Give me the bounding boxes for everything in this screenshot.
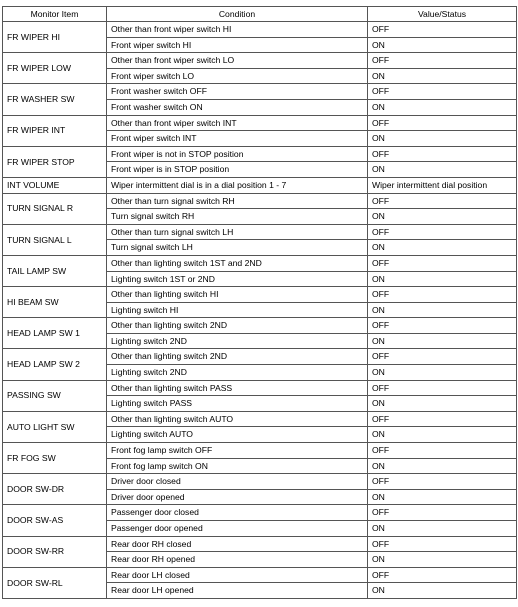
value-status-cell: ON — [368, 458, 517, 474]
condition-cell: Front wiper is not in STOP position — [107, 146, 368, 162]
table-row — [3, 53, 517, 69]
condition-cell: Front washer switch OFF — [107, 84, 368, 100]
table-row — [3, 115, 517, 131]
value-status-cell: OFF — [368, 287, 517, 303]
value-status-cell: OFF — [368, 146, 517, 162]
condition-cell: Front fog lamp switch OFF — [107, 443, 368, 459]
value-status-cell: ON — [368, 552, 517, 568]
condition-cell: Driver door opened — [107, 489, 368, 505]
value-status-cell: ON — [368, 521, 517, 537]
table-row — [3, 505, 517, 521]
header-condition: Condition — [107, 7, 368, 22]
condition-cell: Lighting switch AUTO — [107, 427, 368, 443]
condition-cell: Front wiper switch HI — [107, 37, 368, 53]
value-status-cell: OFF — [368, 255, 517, 271]
value-status-cell: OFF — [368, 567, 517, 583]
table-row — [3, 536, 517, 552]
monitor-item-cell: TURN SIGNAL R — [3, 193, 107, 224]
table-row — [3, 443, 517, 459]
value-status-cell: OFF — [368, 224, 517, 240]
table-row — [3, 22, 517, 38]
condition-cell: Rear door RH opened — [107, 552, 368, 568]
condition-cell: Other than front wiper switch INT — [107, 115, 368, 131]
condition-cell: Front fog lamp switch ON — [107, 458, 368, 474]
value-status-cell: ON — [368, 365, 517, 381]
monitor-item-cell: DOOR SW-RR — [3, 536, 107, 567]
condition-cell: Other than turn signal switch RH — [107, 193, 368, 209]
value-status-cell: ON — [368, 209, 517, 225]
value-status-cell: OFF — [368, 53, 517, 69]
value-status-cell: ON — [368, 333, 517, 349]
header-monitor-item: Monitor Item — [3, 7, 107, 22]
table-row — [3, 177, 517, 193]
monitor-item-cell: FR WIPER HI — [3, 22, 107, 53]
condition-cell: Wiper intermittent dial is in a dial position 1 - 7 — [107, 177, 368, 193]
value-status-cell: OFF — [368, 22, 517, 38]
condition-cell: Other than turn signal switch LH — [107, 224, 368, 240]
monitor-item-cell: HEAD LAMP SW 1 — [3, 318, 107, 349]
monitor-item-cell: DOOR SW-DR — [3, 474, 107, 505]
value-status-cell: OFF — [368, 115, 517, 131]
table-row — [3, 287, 517, 303]
table-row — [3, 349, 517, 365]
table-row — [3, 567, 517, 583]
value-status-cell: ON — [368, 489, 517, 505]
monitor-item-cell: AUTO LIGHT SW — [3, 411, 107, 442]
condition-cell: Driver door closed — [107, 474, 368, 490]
value-status-cell: ON — [368, 68, 517, 84]
value-status-cell: ON — [368, 240, 517, 256]
monitor-item-cell: FR WASHER SW — [3, 84, 107, 115]
condition-cell: Other than front wiper switch LO — [107, 53, 368, 69]
condition-cell: Other than lighting switch AUTO — [107, 411, 368, 427]
condition-cell: Rear door LH opened — [107, 583, 368, 599]
value-status-cell: OFF — [368, 443, 517, 459]
table-row — [3, 318, 517, 334]
condition-cell: Turn signal switch LH — [107, 240, 368, 256]
condition-cell: Other than lighting switch 2ND — [107, 349, 368, 365]
condition-cell: Front wiper is in STOP position — [107, 162, 368, 178]
value-status-cell: OFF — [368, 349, 517, 365]
condition-cell: Front wiper switch INT — [107, 131, 368, 147]
condition-cell: Turn signal switch RH — [107, 209, 368, 225]
value-status-cell: ON — [368, 302, 517, 318]
monitor-item-cell: INT VOLUME — [3, 177, 107, 193]
table-row — [3, 474, 517, 490]
condition-cell: Other than lighting switch HI — [107, 287, 368, 303]
monitor-item-cell: FR WIPER STOP — [3, 146, 107, 177]
condition-cell: Lighting switch HI — [107, 302, 368, 318]
table-row — [3, 255, 517, 271]
condition-cell: Rear door LH closed — [107, 567, 368, 583]
table-row — [3, 380, 517, 396]
value-status-cell: ON — [368, 427, 517, 443]
value-status-cell: OFF — [368, 193, 517, 209]
condition-cell: Lighting switch 2ND — [107, 333, 368, 349]
condition-cell: Lighting switch PASS — [107, 396, 368, 412]
monitor-item-cell: HI BEAM SW — [3, 287, 107, 318]
value-status-cell: OFF — [368, 380, 517, 396]
header-row — [3, 7, 517, 22]
monitor-item-cell: FR WIPER LOW — [3, 53, 107, 84]
condition-cell: Other than lighting switch 1ST and 2ND — [107, 255, 368, 271]
value-status-cell: OFF — [368, 536, 517, 552]
condition-cell: Lighting switch 2ND — [107, 365, 368, 381]
header-value-status: Value/Status — [368, 7, 517, 22]
value-status-cell: ON — [368, 99, 517, 115]
condition-cell: Lighting switch 1ST or 2ND — [107, 271, 368, 287]
value-status-cell: ON — [368, 37, 517, 53]
condition-cell: Passenger door opened — [107, 521, 368, 537]
condition-cell: Other than front wiper switch HI — [107, 22, 368, 38]
monitor-table — [2, 6, 517, 599]
condition-cell: Other than lighting switch PASS — [107, 380, 368, 396]
value-status-cell: OFF — [368, 505, 517, 521]
value-status-cell: ON — [368, 396, 517, 412]
value-status-cell: OFF — [368, 411, 517, 427]
value-status-cell: ON — [368, 583, 517, 599]
monitor-item-cell: HEAD LAMP SW 2 — [3, 349, 107, 380]
monitor-item-cell: DOOR SW-RL — [3, 567, 107, 598]
monitor-item-cell: FR FOG SW — [3, 443, 107, 474]
table-row — [3, 193, 517, 209]
condition-cell: Front wiper switch LO — [107, 68, 368, 84]
table-header — [3, 7, 517, 22]
condition-cell: Other than lighting switch 2ND — [107, 318, 368, 334]
value-status-cell: Wiper intermittent dial position — [368, 177, 517, 193]
value-status-cell: OFF — [368, 474, 517, 490]
monitor-item-cell: TURN SIGNAL L — [3, 224, 107, 255]
table-row — [3, 224, 517, 240]
monitor-item-cell: PASSING SW — [3, 380, 107, 411]
table-row — [3, 84, 517, 100]
value-status-cell: OFF — [368, 84, 517, 100]
condition-cell: Rear door RH closed — [107, 536, 368, 552]
value-status-cell: ON — [368, 271, 517, 287]
value-status-cell: OFF — [368, 318, 517, 334]
monitor-item-cell: FR WIPER INT — [3, 115, 107, 146]
table-body — [3, 22, 517, 599]
value-status-cell: ON — [368, 162, 517, 178]
monitor-item-cell: TAIL LAMP SW — [3, 255, 107, 286]
condition-cell: Passenger door closed — [107, 505, 368, 521]
condition-cell: Front washer switch ON — [107, 99, 368, 115]
value-status-cell: ON — [368, 131, 517, 147]
monitor-item-cell: DOOR SW-AS — [3, 505, 107, 536]
table-row — [3, 411, 517, 427]
table-row — [3, 146, 517, 162]
